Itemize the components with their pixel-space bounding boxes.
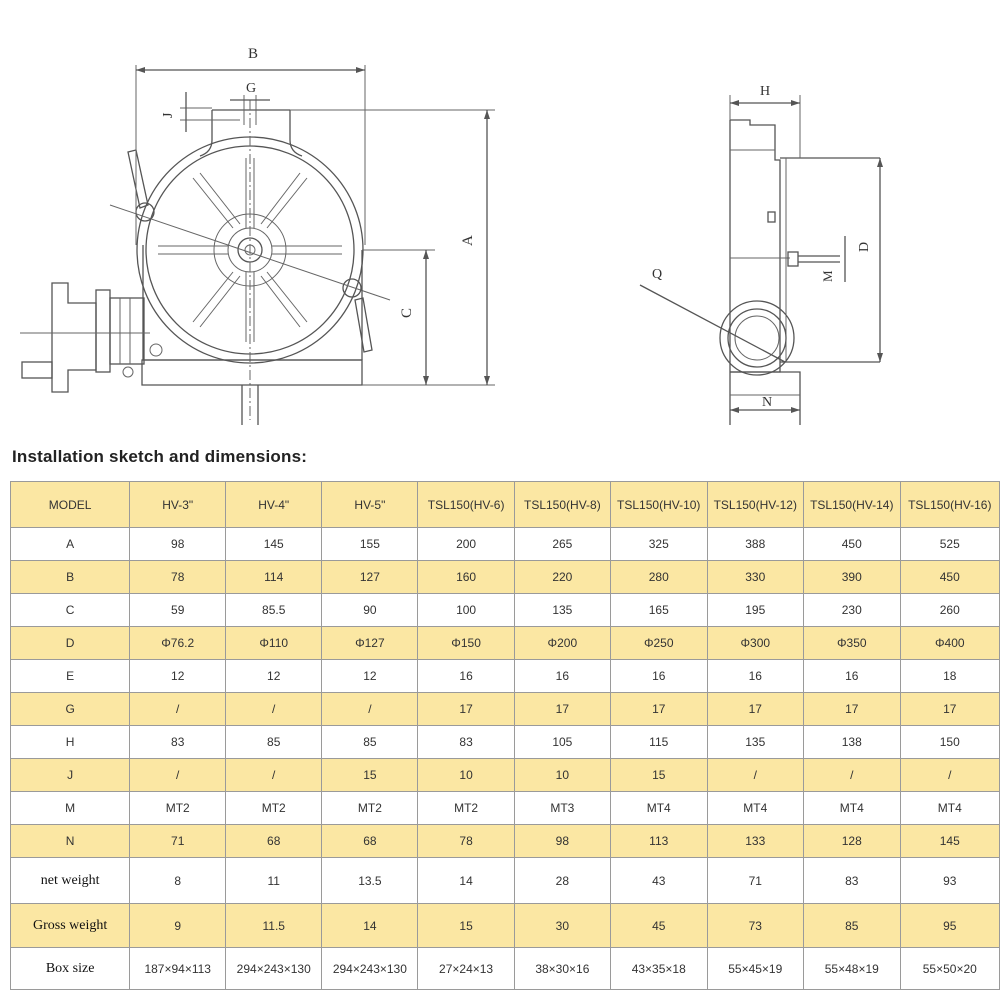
table-cell: 200 [418, 528, 514, 561]
table-cell: / [130, 693, 226, 726]
table-cell: 78 [130, 561, 226, 594]
row-label-cell: Gross weight [11, 904, 130, 948]
table-row [11, 759, 1000, 792]
table-cell: 85.5 [226, 594, 322, 627]
table-row [11, 594, 1000, 627]
dimensions-table [10, 481, 1000, 990]
table-cell: 71 [130, 825, 226, 858]
table-cell: 12 [226, 660, 322, 693]
table-cell: 220 [514, 561, 610, 594]
dim-label-d: D [857, 241, 872, 252]
dim-label-a: A [460, 235, 476, 246]
table-cell: 43 [610, 858, 707, 904]
table-cell: Φ300 [707, 627, 804, 660]
table-cell: 17 [804, 693, 901, 726]
table-row [11, 660, 1000, 693]
table-cell: / [900, 759, 999, 792]
table-cell: 187×94×113 [130, 948, 226, 990]
table-cell: MT2 [226, 792, 322, 825]
row-label-cell: B [11, 561, 130, 594]
table-row [11, 858, 1000, 904]
row-label-cell: D [11, 627, 130, 660]
table-cell: 12 [322, 660, 418, 693]
table-cell: 98 [514, 825, 610, 858]
table-cell: 150 [900, 726, 999, 759]
dim-label-h: H [760, 84, 771, 99]
header-cell-model-name: TSL150(HV-6) [418, 482, 514, 528]
table-cell: / [130, 759, 226, 792]
table-cell: 43×35×18 [610, 948, 707, 990]
table-cell: 450 [900, 561, 999, 594]
table-cell: 450 [804, 528, 901, 561]
table-cell: 16 [804, 660, 901, 693]
table-cell: 68 [322, 825, 418, 858]
table-cell: 388 [707, 528, 804, 561]
table-cell: 135 [514, 594, 610, 627]
table-cell: 155 [322, 528, 418, 561]
table-cell: 45 [610, 904, 707, 948]
table-cell: 93 [900, 858, 999, 904]
header-cell-model-name: TSL150(HV-14) [804, 482, 901, 528]
dim-label-m: M [820, 270, 835, 282]
table-cell: 8 [130, 858, 226, 904]
table-row [11, 693, 1000, 726]
dim-label-g: G [246, 81, 257, 96]
table-cell: 17 [418, 693, 514, 726]
table-cell: Φ250 [610, 627, 707, 660]
table-cell: 12 [130, 660, 226, 693]
dim-label-c: C [399, 307, 415, 318]
table-cell: Φ110 [226, 627, 322, 660]
table-row [11, 561, 1000, 594]
table-cell: 83 [418, 726, 514, 759]
table-cell: MT2 [418, 792, 514, 825]
dim-label-n: N [762, 395, 773, 410]
table-cell: / [226, 759, 322, 792]
row-label-cell: net weight [11, 858, 130, 904]
header-cell-model: MODEL [11, 482, 130, 528]
table-cell: 68 [226, 825, 322, 858]
table-row [11, 825, 1000, 858]
table-cell: Φ200 [514, 627, 610, 660]
table-row [11, 904, 1000, 948]
table-cell: 17 [900, 693, 999, 726]
table-cell: 85 [226, 726, 322, 759]
table-cell: 83 [804, 858, 901, 904]
table-cell: / [707, 759, 804, 792]
table-cell: 28 [514, 858, 610, 904]
installation-sketch [0, 0, 1000, 440]
table-cell: Φ150 [418, 627, 514, 660]
row-label-cell: G [11, 693, 130, 726]
table-cell: 195 [707, 594, 804, 627]
row-label-cell: M [11, 792, 130, 825]
table-cell: MT4 [610, 792, 707, 825]
table-cell: 260 [900, 594, 999, 627]
table-cell: / [226, 693, 322, 726]
table-cell: MT4 [804, 792, 901, 825]
table-cell: 15 [418, 904, 514, 948]
table-cell: MT2 [322, 792, 418, 825]
table-cell: 105 [514, 726, 610, 759]
table-cell: 265 [514, 528, 610, 561]
table-cell: 165 [610, 594, 707, 627]
table-cell: 145 [226, 528, 322, 561]
header-cell-model-name: TSL150(HV-12) [707, 482, 804, 528]
table-cell: / [804, 759, 901, 792]
section-heading: Installation sketch and dimensions: [12, 447, 308, 466]
table-cell: 294×243×130 [226, 948, 322, 990]
table-cell: 114 [226, 561, 322, 594]
table-cell: Φ76.2 [130, 627, 226, 660]
table-cell: 30 [514, 904, 610, 948]
table-row [11, 948, 1000, 990]
table-cell: 145 [900, 825, 999, 858]
row-label-cell: J [11, 759, 130, 792]
table-cell: 95 [900, 904, 999, 948]
table-cell: 18 [900, 660, 999, 693]
table-cell: 133 [707, 825, 804, 858]
table-cell: 59 [130, 594, 226, 627]
row-label-cell: Box size [11, 948, 130, 990]
table-cell: MT4 [707, 792, 804, 825]
header-cell-model-name: TSL150(HV-16) [900, 482, 999, 528]
table-row [11, 792, 1000, 825]
table-row [11, 726, 1000, 759]
table-row [11, 627, 1000, 660]
table-cell: 98 [130, 528, 226, 561]
table-cell: 138 [804, 726, 901, 759]
table-cell: 525 [900, 528, 999, 561]
table-cell: 160 [418, 561, 514, 594]
table-cell: 90 [322, 594, 418, 627]
table-cell: 73 [707, 904, 804, 948]
table-cell: 55×50×20 [900, 948, 999, 990]
table-cell: 325 [610, 528, 707, 561]
row-label-cell: E [11, 660, 130, 693]
table-cell: 27×24×13 [418, 948, 514, 990]
table-cell: 71 [707, 858, 804, 904]
dim-label-j: J [161, 112, 176, 118]
table-cell: 16 [514, 660, 610, 693]
dim-label-b: B [248, 46, 259, 62]
front-view-drawing [20, 46, 495, 425]
table-cell: 280 [610, 561, 707, 594]
table-cell: 14 [418, 858, 514, 904]
table-cell: MT4 [900, 792, 999, 825]
table-cell: 16 [418, 660, 514, 693]
table-cell: 14 [322, 904, 418, 948]
table-cell: 78 [418, 825, 514, 858]
table-cell: / [322, 693, 418, 726]
table-cell: 115 [610, 726, 707, 759]
table-cell: 55×48×19 [804, 948, 901, 990]
table-cell: 127 [322, 561, 418, 594]
table-cell: 16 [707, 660, 804, 693]
table-cell: Φ350 [804, 627, 901, 660]
table-cell: 100 [418, 594, 514, 627]
table-header-row [11, 482, 1000, 528]
table-cell: 15 [322, 759, 418, 792]
table-cell: MT3 [514, 792, 610, 825]
table-cell: 390 [804, 561, 901, 594]
table-cell: 17 [707, 693, 804, 726]
row-label-cell: C [11, 594, 130, 627]
table-cell: 9 [130, 904, 226, 948]
row-label-cell: A [11, 528, 130, 561]
table-cell: 10 [514, 759, 610, 792]
header-cell-model-name: HV-5" [322, 482, 418, 528]
table-cell: 16 [610, 660, 707, 693]
header-cell-model-name: HV-3" [130, 482, 226, 528]
table-cell: 113 [610, 825, 707, 858]
header-cell-model-name: TSL150(HV-8) [514, 482, 610, 528]
table-cell: 11.5 [226, 904, 322, 948]
table-cell: 330 [707, 561, 804, 594]
table-cell: 11 [226, 858, 322, 904]
table-cell: 294×243×130 [322, 948, 418, 990]
table-cell: MT2 [130, 792, 226, 825]
table-cell: 55×45×19 [707, 948, 804, 990]
header-cell-model-name: TSL150(HV-10) [610, 482, 707, 528]
table-cell: 83 [130, 726, 226, 759]
table-cell: 13.5 [322, 858, 418, 904]
table-cell: 135 [707, 726, 804, 759]
side-view-drawing [640, 84, 883, 425]
row-label-cell: N [11, 825, 130, 858]
table-row [11, 528, 1000, 561]
table-cell: 10 [418, 759, 514, 792]
table-cell: 17 [514, 693, 610, 726]
table-cell: 85 [322, 726, 418, 759]
dim-label-q: Q [652, 267, 663, 282]
table-cell: 38×30×16 [514, 948, 610, 990]
header-cell-model-name: HV-4" [226, 482, 322, 528]
table-cell: Φ400 [900, 627, 999, 660]
table-cell: 15 [610, 759, 707, 792]
table-cell: Φ127 [322, 627, 418, 660]
table-cell: 230 [804, 594, 901, 627]
table-cell: 128 [804, 825, 901, 858]
table-cell: 85 [804, 904, 901, 948]
table-cell: 17 [610, 693, 707, 726]
row-label-cell: H [11, 726, 130, 759]
